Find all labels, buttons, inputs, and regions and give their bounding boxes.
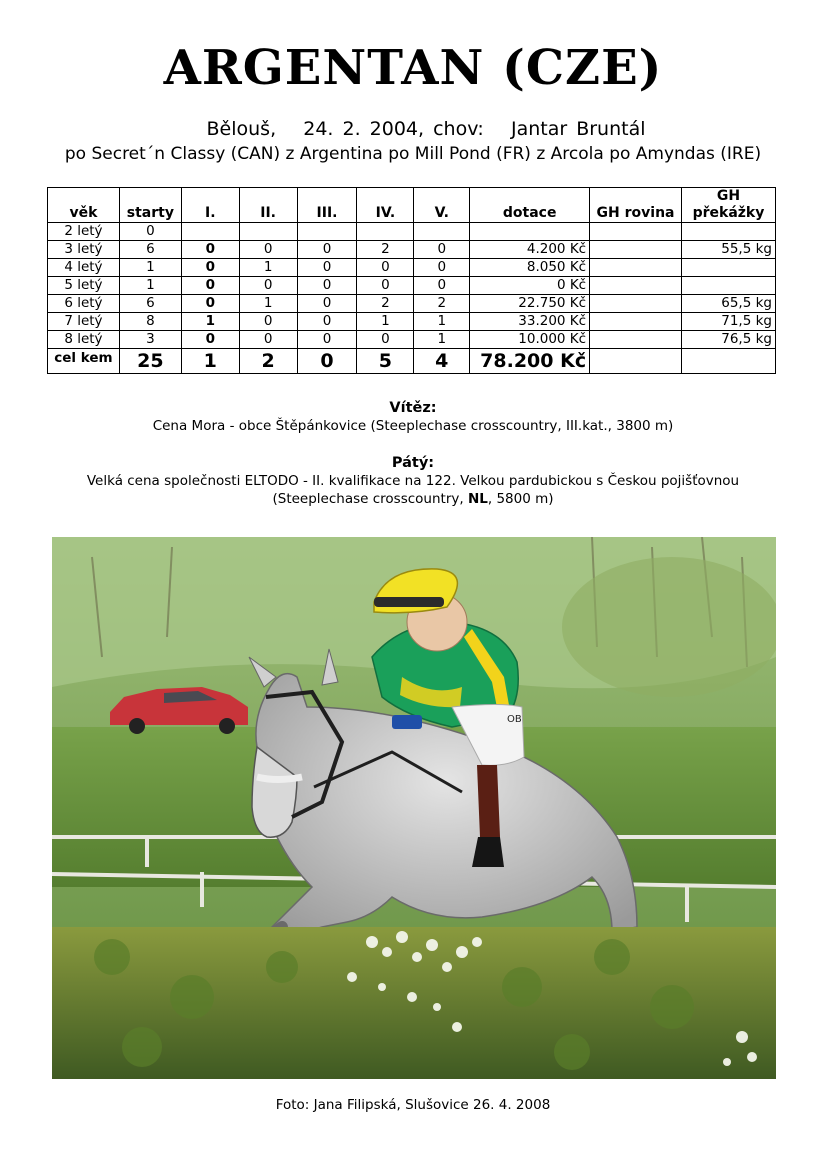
- photo-caption: Foto: Jana Filipská, Slušovice 26. 4. 2008: [275, 1097, 551, 1113]
- table-row: [48, 223, 776, 241]
- cell-fifth: 1: [414, 313, 470, 331]
- race-photo: [52, 537, 776, 1079]
- cell-gh-flat: [590, 295, 682, 313]
- cell-third: 0: [297, 295, 357, 313]
- fifth-place-race-line1: Velká cena společnosti ELTODO - II. kvalifikace na 122. Velkou pardubickou s Českou pojišťovnou: [86, 473, 740, 489]
- saddle-number: OB: [507, 714, 522, 725]
- pedigree: po Secret´n Classy (CAN) z Argentina po Mill Pond (FR) z Arcola po Amyndas (IRE): [64, 144, 762, 164]
- cell-age: 5 letý: [48, 277, 120, 295]
- col-fourth: IV.: [357, 188, 414, 223]
- winner-section: [0, 399, 826, 435]
- table-total-row: [48, 349, 776, 374]
- col-gh-flat: GH rovina: [590, 188, 682, 223]
- cell-second: 0: [239, 241, 297, 259]
- race-line2-pre: (Steeplechase crosscountry,: [272, 491, 464, 507]
- race-photo-illustration: [52, 537, 776, 1079]
- winner-heading: Vítěz:: [389, 400, 437, 416]
- col-gh-jump: GH překážky: [681, 188, 775, 223]
- cell-gh-flat: [590, 313, 682, 331]
- col-fifth: V.: [414, 188, 470, 223]
- cell-age: cel kem: [48, 349, 120, 374]
- cell-fourth: 2: [357, 295, 414, 313]
- table-row: [48, 295, 776, 313]
- cell-third: 0: [297, 349, 357, 374]
- cell-starts: 0: [119, 223, 181, 241]
- cell-fifth: 0: [414, 259, 470, 277]
- cell-gh-flat: [590, 277, 682, 295]
- cell-fourth: 1: [357, 313, 414, 331]
- cell-gh-jump: [681, 277, 775, 295]
- cell-second: 0: [239, 313, 297, 331]
- cell-gh-flat: [590, 349, 682, 374]
- cell-fourth: 0: [357, 331, 414, 349]
- race-statistics-table: [47, 187, 776, 374]
- table-row: [48, 259, 776, 277]
- cell-second: 0: [239, 277, 297, 295]
- cell-third: [297, 223, 357, 241]
- cell-second: 0: [239, 331, 297, 349]
- cell-starts: 6: [119, 295, 181, 313]
- glove-icon: [392, 715, 422, 729]
- cell-first: 0: [181, 241, 239, 259]
- cell-starts: 1: [119, 277, 181, 295]
- cell-fifth: 2: [414, 295, 470, 313]
- cell-second: 1: [239, 259, 297, 277]
- cell-starts: 3: [119, 331, 181, 349]
- cell-age: 8 letý: [48, 331, 120, 349]
- cell-prize: 8.050 Kč: [470, 259, 590, 277]
- cell-third: 0: [297, 259, 357, 277]
- cell-first: 0: [181, 259, 239, 277]
- cell-gh-jump: 76,5 kg: [681, 331, 775, 349]
- cell-fifth: 0: [414, 277, 470, 295]
- cell-fourth: 0: [357, 277, 414, 295]
- breeder: Jantar Bruntál: [510, 118, 646, 140]
- cell-gh-flat: [590, 241, 682, 259]
- col-first: I.: [181, 188, 239, 223]
- cell-second: 1: [239, 295, 297, 313]
- cell-age: 4 letý: [48, 259, 120, 277]
- cell-third: 0: [297, 313, 357, 331]
- col-age: věk: [48, 188, 120, 223]
- horse-color: Bělouš: [206, 118, 271, 140]
- cell-first: 0: [181, 277, 239, 295]
- cell-gh-flat: [590, 331, 682, 349]
- winner-race: Cena Mora - obce Štěpánkovice (Steeplechase crosscountry, III.kat., 3800 m): [152, 418, 674, 434]
- cell-prize: [470, 223, 590, 241]
- cell-fifth: [414, 223, 470, 241]
- cell-fourth: 2: [357, 241, 414, 259]
- cell-prize: 78.200 Kč: [470, 349, 590, 374]
- table-row: [48, 241, 776, 259]
- cell-starts: 25: [119, 349, 181, 374]
- cell-gh-flat: [590, 259, 682, 277]
- cell-third: 0: [297, 241, 357, 259]
- cell-gh-jump: 65,5 kg: [681, 295, 775, 313]
- cell-gh-jump: [681, 259, 775, 277]
- cell-age: 7 letý: [48, 313, 120, 331]
- cell-prize: 4.200 Kč: [470, 241, 590, 259]
- cell-gh-jump: 71,5 kg: [681, 313, 775, 331]
- cell-gh-jump: 55,5 kg: [681, 241, 775, 259]
- col-starts: starty: [119, 188, 181, 223]
- cell-first: [181, 223, 239, 241]
- race-line2-post: , 5800 m): [487, 491, 554, 507]
- col-prize: dotace: [470, 188, 590, 223]
- fifth-place-race-line2: [0, 490, 826, 508]
- table-header-row: [48, 188, 776, 223]
- horse-basic-info: Bělouš, 24. 2. 2004, chov: Jantar Bruntál: [206, 118, 646, 140]
- tree-canopy: [562, 557, 776, 697]
- cell-fifth: 1: [414, 331, 470, 349]
- horse-name: ARGENTAN (CZE): [163, 40, 663, 96]
- cell-starts: 1: [119, 259, 181, 277]
- birth-date: 24. 2. 2004,: [303, 118, 425, 140]
- cell-fifth: 0: [414, 241, 470, 259]
- cell-starts: 8: [119, 313, 181, 331]
- cell-fourth: 0: [357, 259, 414, 277]
- cell-gh-jump: [681, 223, 775, 241]
- table-row: [48, 313, 776, 331]
- cell-third: 0: [297, 277, 357, 295]
- col-second: II.: [239, 188, 297, 223]
- cell-fourth: 5: [357, 349, 414, 374]
- cell-first: 0: [181, 295, 239, 313]
- cell-first: 1: [181, 349, 239, 374]
- cell-prize: 0 Kč: [470, 277, 590, 295]
- table-row: [48, 277, 776, 295]
- col-third: III.: [297, 188, 357, 223]
- cell-age: 3 letý: [48, 241, 120, 259]
- fifth-place-heading: Pátý:: [391, 455, 435, 471]
- table-row: [48, 331, 776, 349]
- race-category: NL: [467, 491, 488, 507]
- cell-gh-flat: [590, 223, 682, 241]
- cell-prize: 33.200 Kč: [470, 313, 590, 331]
- cell-starts: 6: [119, 241, 181, 259]
- cell-age: 6 letý: [48, 295, 120, 313]
- cell-third: 0: [297, 331, 357, 349]
- cell-age: 2 letý: [48, 223, 120, 241]
- cell-prize: 22.750 Kč: [470, 295, 590, 313]
- cell-first: 1: [181, 313, 239, 331]
- cell-fifth: 4: [414, 349, 470, 374]
- cell-second: [239, 223, 297, 241]
- cell-first: 0: [181, 331, 239, 349]
- cell-gh-jump: [681, 349, 775, 374]
- cell-second: 2: [239, 349, 297, 374]
- fifth-place-section: [0, 454, 826, 508]
- breeder-label: chov:: [433, 118, 484, 140]
- cell-fourth: [357, 223, 414, 241]
- cell-prize: 10.000 Kč: [470, 331, 590, 349]
